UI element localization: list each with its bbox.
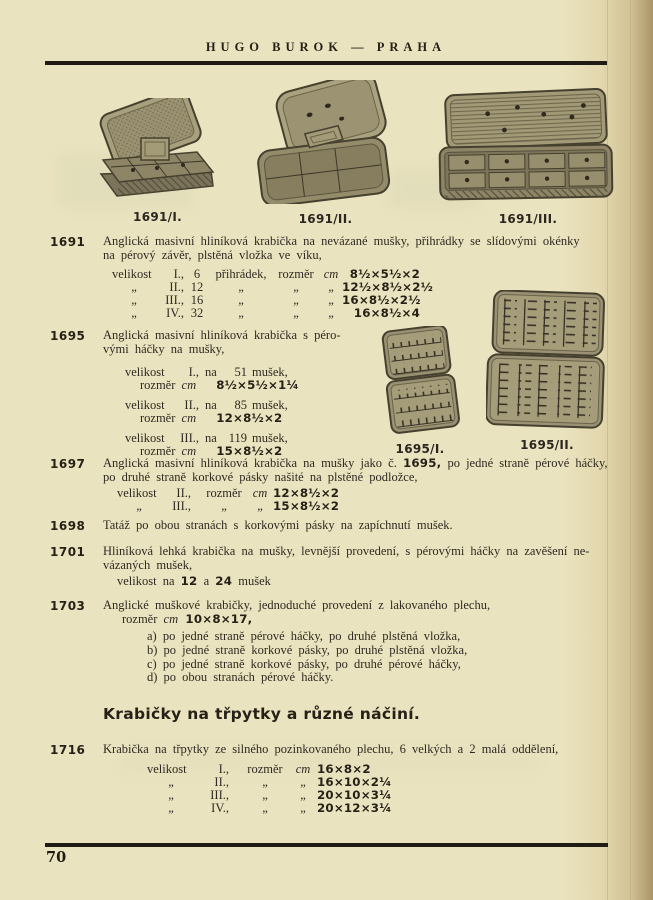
size-cell: 6 (193, 267, 201, 281)
size-cell: velikost (125, 431, 165, 445)
size-cell: 32 (190, 306, 204, 320)
size-line: rozměr cm 10×8×17, (122, 612, 253, 626)
size-row (147, 802, 608, 815)
catalog-item-1716 (50, 742, 608, 815)
size-cell: III., (210, 788, 229, 802)
item-line: vázaných mušek, (103, 558, 193, 572)
item-number: 1716 (50, 743, 86, 757)
size-cell: 51 (234, 365, 247, 379)
dimension-value: 20×12×3¼ (317, 801, 392, 815)
dimension-value: 20×10×3¼ (317, 788, 392, 802)
variant-line: a) po jedné straně pérové háčky, po druhé plstěná vložka, (147, 629, 461, 643)
catalog-item-1701 (50, 544, 608, 588)
size-cell: IV., (211, 801, 229, 815)
size-row (112, 307, 608, 320)
item-line: Anglická masivní hliníková krabička na nevázané mušky, přihrádky se slídovými okénky (103, 234, 580, 248)
size-cell: „ (293, 293, 299, 307)
variant-line: b) po jedné straně korkové pásky, po druhé plstěná vložka, (147, 642, 468, 657)
size-cell: „ (168, 801, 174, 815)
size-cell: mušek, (252, 398, 288, 412)
size-cell: „ (131, 293, 137, 307)
figure-caption: 1691/II. (298, 212, 353, 226)
size-cell: rozměr (247, 762, 283, 776)
unit-label: cm (181, 444, 197, 458)
size-cell: „ (131, 306, 137, 320)
size-cell: III., (180, 431, 199, 445)
figure-caption: 1695/I. (395, 442, 445, 456)
catalog-item-1697 (50, 456, 608, 513)
size-cell: na (205, 365, 217, 379)
size-cell: rozměr (278, 267, 314, 281)
figure-1691-iii (432, 88, 624, 226)
unit-label: cm (295, 762, 311, 776)
dimension-value: 16×8×2 (317, 762, 371, 776)
item-line: Krabička na třpytky ze silného pozinkovaného plechu, 6 velkých a 2 malá oddělení, (103, 742, 559, 756)
size-cell: I., (188, 365, 199, 379)
unit-label: cm (163, 612, 179, 626)
size-cell: „ (168, 775, 174, 789)
unit-label: cm (181, 411, 197, 425)
item-number: 1695 (50, 329, 86, 343)
catalog-item-1698 (50, 518, 608, 533)
size-cell: rozměr (140, 444, 176, 458)
figure-1691-i (85, 98, 230, 224)
size-cell: velikost (125, 398, 165, 412)
item-line: Hliníková lehká krabička na mušky, levnější provedení, s pérovými háčky na zavěšení ne- (103, 544, 590, 558)
size-cell: „ (328, 280, 334, 294)
unit-label: cm (252, 486, 268, 500)
figure-1691-ii (248, 80, 403, 226)
size-cell: „ (293, 306, 299, 320)
catalog-item-1691 (50, 234, 608, 320)
size-cell: 16 (190, 293, 204, 307)
page-number: 70 (46, 849, 67, 866)
size-cell: velikost (117, 486, 157, 500)
page-edge-line (630, 0, 631, 900)
size-cell: velikost (147, 762, 187, 776)
size-row (117, 500, 608, 513)
dimension-value: 12×8½×2 (216, 411, 283, 425)
item-line: na pérový závěr, plstěná vložka ve víku, (103, 248, 322, 262)
size-cell: II., (184, 398, 199, 412)
size-cell: „ (300, 788, 306, 802)
size-cell: „ (221, 499, 227, 513)
catalog-item-1703 (50, 598, 608, 685)
item-line: po druhé straně korkové pásky našité na plstěné podložce, (103, 470, 418, 484)
item-text (103, 456, 608, 513)
count-value: 24 (215, 574, 233, 588)
size-cell: mušek, (252, 431, 288, 445)
size-cell: rozměr (206, 486, 242, 500)
item-line: Anglická masivní hliníková krabička s péro- (103, 328, 341, 342)
size-cell: „ (328, 306, 334, 320)
item-number: 1697 (50, 457, 86, 471)
catalog-item-1695 (50, 328, 373, 458)
size-cell: I., (173, 267, 184, 281)
size-cell: „ (262, 788, 268, 802)
page-header-title: HUGO BUROK — PRAHA (205, 40, 447, 54)
size-cell: II., (214, 775, 229, 789)
item-number: 1703 (50, 599, 86, 613)
dimension-value: 12×8½×2 (273, 486, 340, 500)
item-line: Anglická masivní hliníková krabička na mušky jako č. 1695, po jedné straně pérové háčky, (103, 456, 608, 470)
fly-box-photo-1691-i (85, 98, 230, 202)
item-text (103, 598, 608, 685)
figure-1695-i (378, 326, 462, 456)
size-cell: I., (218, 762, 229, 776)
size-cell: III., (165, 293, 184, 307)
size-cell: velikost (112, 267, 152, 281)
size-cell: mušek, (252, 365, 288, 379)
size-cell: „ (328, 293, 334, 307)
size-line: velikost na 12 a 24 mušek (117, 574, 271, 588)
size-cell: „ (262, 801, 268, 815)
size-cell: II., (176, 486, 191, 500)
size-cell: „ (136, 499, 142, 513)
dimension-value: 10×8×17, (178, 612, 253, 626)
size-cell: „ (293, 280, 299, 294)
dimension-value: 16×8½×4 (353, 306, 420, 320)
size-cell: „ (257, 499, 263, 513)
size-cell: na (205, 398, 217, 412)
header-rule (45, 61, 607, 65)
item-number: 1698 (50, 519, 86, 533)
size-cell: velikost (125, 365, 165, 379)
size-cell: „ (168, 788, 174, 802)
size-cell: „ (131, 280, 137, 294)
size-cell: rozměr (140, 411, 176, 425)
size-cell: rozměr (140, 378, 176, 392)
unit-label: cm (181, 378, 197, 392)
item-line: vými háčky na mušky, (103, 342, 225, 356)
dimension-value: 12½×8½×2½ (342, 280, 434, 294)
dimension-value: 16×10×2¼ (317, 775, 392, 789)
dimension-value: 15×8½×2 (216, 444, 283, 458)
size-block (125, 399, 373, 425)
figure-caption: 1695/II. (520, 438, 574, 452)
size-table (117, 487, 608, 513)
size-cell: II., (169, 280, 184, 294)
item-text (103, 234, 608, 320)
item-text (103, 518, 608, 533)
dimension-value: 8½×5½×2 (349, 267, 420, 281)
section-heading: Krabičky na třpytky a různé náčiní. (103, 705, 421, 723)
figure-caption: 1691/I. (133, 210, 182, 224)
dimension-value: 16×8½×2½ (342, 293, 421, 307)
fly-box-photo-1691-ii (248, 80, 403, 204)
size-cell: 119 (228, 431, 247, 445)
size-cell: IV., (166, 306, 184, 320)
size-table (147, 763, 608, 815)
size-cell: cm (323, 267, 339, 281)
size-cell: 12 (190, 280, 204, 294)
fly-box-photo-1691-iii (432, 88, 624, 204)
size-cell: na (205, 431, 217, 445)
item-line: Anglické muškové krabičky, jednoduché provedení z lakovaného plechu, (103, 598, 491, 612)
size-table (112, 268, 608, 320)
count-value: 12 (180, 574, 198, 588)
size-cell: „ (238, 306, 244, 320)
size-block (125, 366, 373, 392)
size-cell: „ (300, 801, 306, 815)
size-block (125, 432, 373, 458)
size-cell: 85 (234, 398, 247, 412)
size-cell: III., (172, 499, 191, 513)
footer-rule (45, 843, 608, 847)
size-cell: „ (262, 775, 268, 789)
item-text (103, 544, 608, 588)
item-number: 1691 (50, 235, 86, 249)
variant-line: d) po obou stranách pérové háčky. (147, 670, 334, 685)
dimension-value: 8½×5½×1¼ (216, 378, 299, 392)
item-reference: 1695, (402, 456, 442, 470)
item-text (103, 328, 373, 458)
figure-caption: 1691/III. (498, 212, 558, 226)
item-number: 1701 (50, 545, 86, 559)
size-cell: „ (300, 775, 306, 789)
fly-box-photo-1695-i (378, 326, 462, 434)
size-cell: „ (238, 293, 244, 307)
item-line: Tatáž po obou stranách s korkovými pásky na zapíchnutí mušek. (103, 518, 453, 532)
item-text (103, 742, 608, 815)
variant-list (147, 630, 608, 685)
size-cell: přihrádek, (215, 267, 267, 281)
variant-line: c) po jedné straně korkové pásky, po druhé pérové háčky, (147, 656, 461, 671)
size-cell: „ (238, 280, 244, 294)
dimension-value: 15×8½×2 (273, 499, 340, 513)
